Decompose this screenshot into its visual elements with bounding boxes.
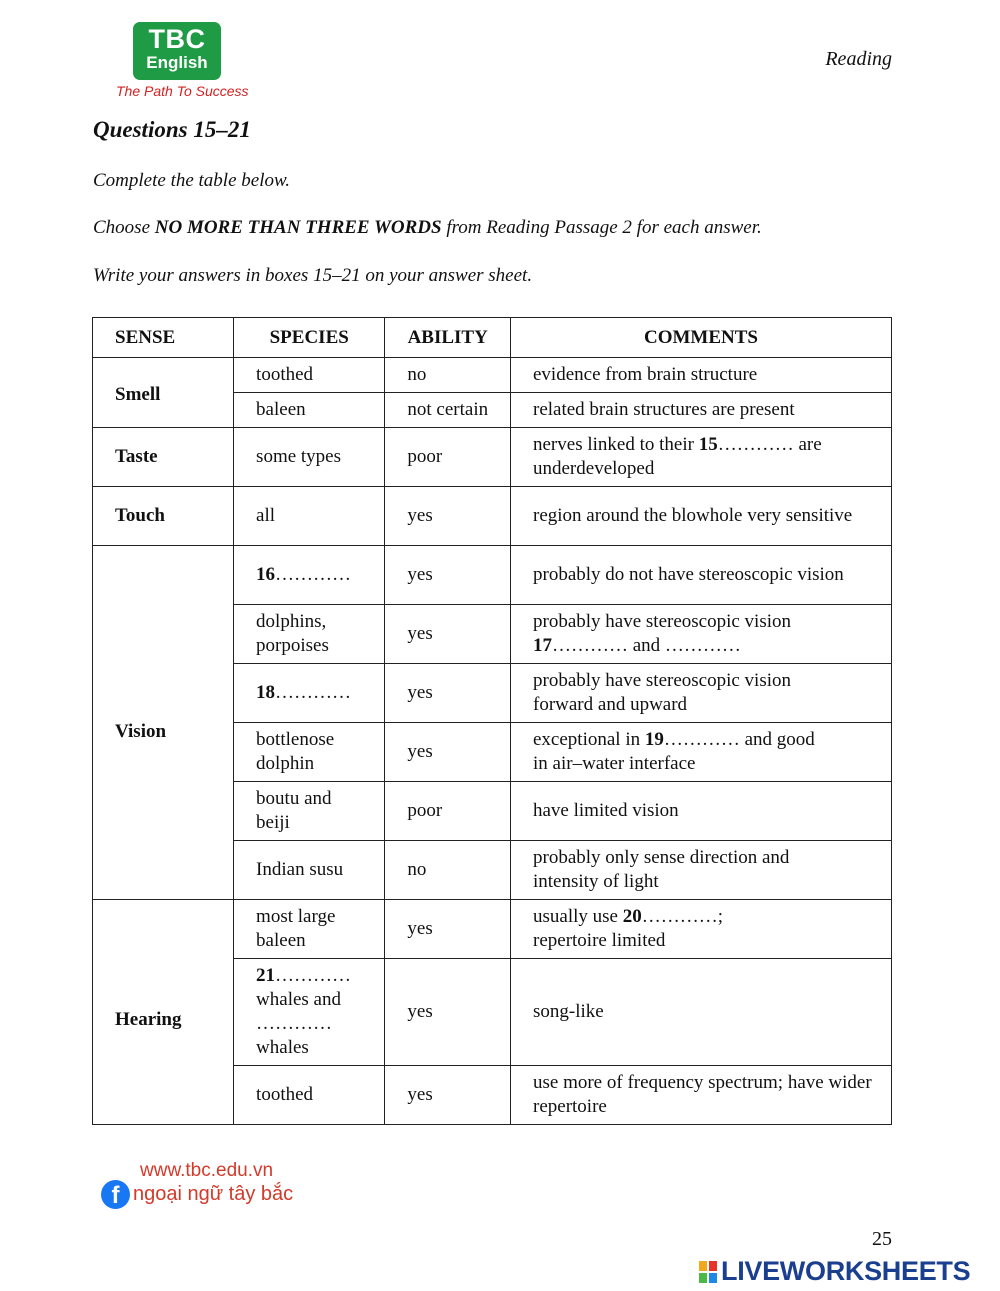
question-21-number: 21 bbox=[256, 965, 276, 986]
answer-blank: …………; bbox=[641, 906, 723, 927]
instruction-2-pre: Choose bbox=[93, 217, 155, 238]
ability-cell: not certain bbox=[385, 393, 511, 428]
instruction-2-bold: NO MORE THAN THREE WORDS bbox=[154, 217, 442, 238]
ability-cell: poor bbox=[385, 782, 511, 841]
instruction-2 bbox=[93, 217, 762, 239]
species-line: dolphin bbox=[256, 753, 315, 774]
liveworksheets-brand: LIVEWORKSHEETS bbox=[721, 1256, 971, 1286]
ability-cell: yes bbox=[385, 959, 511, 1066]
comment-line: intensity of light bbox=[533, 871, 659, 892]
table-header-row bbox=[93, 318, 892, 358]
comment-cell bbox=[511, 723, 892, 782]
tagline: The Path To Success bbox=[116, 83, 249, 99]
comment-line: probably only sense direction and bbox=[533, 847, 790, 868]
ability-cell: yes bbox=[385, 664, 511, 723]
logo-line2: English bbox=[146, 53, 208, 72]
comment-cell: use more of frequency spectrum; have wider repertoire bbox=[511, 1066, 892, 1125]
comment-line: probably have stereoscopic vision bbox=[533, 611, 792, 632]
table-row bbox=[93, 358, 892, 393]
answer-blank: ………… bbox=[275, 682, 352, 703]
species-cell: toothed bbox=[234, 358, 385, 393]
species-line: porpoises bbox=[256, 635, 329, 656]
sense-smell: Smell bbox=[93, 358, 234, 428]
comment-cell: related brain structures are present bbox=[511, 393, 892, 428]
answer-blank: ………… are underdeveloped bbox=[533, 434, 822, 479]
comment-line bbox=[533, 905, 881, 929]
species-cell bbox=[234, 959, 385, 1066]
species-line: most large bbox=[256, 906, 336, 927]
answer-blank: ………… and good bbox=[663, 729, 815, 750]
header-comments: COMMENTS bbox=[511, 318, 892, 358]
header-species: SPECIES bbox=[234, 318, 385, 358]
species-cell: all bbox=[234, 487, 385, 546]
comment-cell bbox=[511, 664, 892, 723]
ability-cell: yes bbox=[385, 546, 511, 605]
question-20-number: 20 bbox=[622, 906, 642, 927]
ability-cell: yes bbox=[385, 487, 511, 546]
species-line: baleen bbox=[256, 930, 306, 951]
facebook-page-name: ngoại ngữ tây bắc bbox=[133, 1183, 294, 1205]
sense-vision: Vision bbox=[93, 546, 234, 900]
liveworksheets-logo bbox=[699, 1256, 970, 1287]
logo-line1: TBC bbox=[148, 24, 206, 54]
answer-blank: ………… bbox=[275, 564, 352, 585]
comment-cell: region around the blowhole very sensitive bbox=[511, 487, 892, 546]
table-row bbox=[93, 487, 892, 546]
species-line: beiji bbox=[256, 812, 290, 833]
comment-text: exceptional in bbox=[533, 729, 645, 750]
comment-cell: probably do not have stereoscopic vision bbox=[511, 546, 892, 605]
comment-cell: song-like bbox=[511, 959, 892, 1066]
species-cell: toothed bbox=[234, 1066, 385, 1125]
species-line: whales and bbox=[256, 989, 341, 1010]
comment-line: forward and upward bbox=[533, 694, 688, 715]
section-label: Reading bbox=[825, 48, 892, 70]
species-cell: some types bbox=[234, 428, 385, 487]
comment-line: repertoire limited bbox=[533, 930, 666, 951]
ability-cell: no bbox=[385, 358, 511, 393]
comment-line: in air–water interface bbox=[533, 753, 696, 774]
senses-table bbox=[92, 317, 892, 1125]
comment-line bbox=[533, 728, 881, 752]
website-link[interactable]: www.tbc.edu.vn bbox=[140, 1160, 274, 1181]
sense-taste: Taste bbox=[93, 428, 234, 487]
facebook-link[interactable] bbox=[101, 1180, 293, 1209]
species-line bbox=[256, 964, 374, 988]
answer-blank: ………… bbox=[275, 965, 352, 986]
comment-cell bbox=[511, 605, 892, 664]
species-cell: Indian susu bbox=[234, 841, 385, 900]
header-ability: ABILITY bbox=[385, 318, 511, 358]
species-line: boutu and bbox=[256, 788, 332, 809]
comment-line: probably have stereoscopic vision bbox=[533, 670, 792, 691]
liveworksheets-blocks-icon bbox=[699, 1261, 717, 1283]
sense-touch: Touch bbox=[93, 487, 234, 546]
comment-cell bbox=[511, 900, 892, 959]
facebook-icon: f bbox=[101, 1180, 130, 1209]
page-number: 25 bbox=[872, 1228, 892, 1250]
ability-cell: yes bbox=[385, 723, 511, 782]
tbc-logo bbox=[133, 22, 221, 80]
comment-cell bbox=[511, 841, 892, 900]
ability-cell: yes bbox=[385, 605, 511, 664]
comment-cell: evidence from brain structure bbox=[511, 358, 892, 393]
instruction-3: Write your answers in boxes 15–21 on your answer sheet. bbox=[93, 265, 533, 286]
answer-blank: ………… bbox=[256, 1013, 333, 1034]
species-cell bbox=[234, 782, 385, 841]
comment-text: usually use bbox=[533, 906, 623, 927]
comment-text: nerves linked to their bbox=[533, 434, 699, 455]
ability-cell: no bbox=[385, 841, 511, 900]
instruction-2-post: from Reading Passage 2 for each answer. bbox=[441, 217, 762, 238]
answer-blank: ………… and ………… bbox=[552, 635, 741, 656]
species-line: dolphins, bbox=[256, 611, 327, 632]
instruction-1: Complete the table below. bbox=[93, 170, 290, 191]
comment-cell: have limited vision bbox=[511, 782, 892, 841]
table-row bbox=[93, 428, 892, 487]
question-18-number: 18 bbox=[256, 682, 276, 703]
question-16-number: 16 bbox=[256, 564, 276, 585]
species-line: bottlenose bbox=[256, 729, 335, 750]
species-cell bbox=[234, 546, 385, 605]
sense-hearing: Hearing bbox=[93, 900, 234, 1125]
species-line: whales bbox=[256, 1037, 309, 1058]
species-cell: baleen bbox=[234, 393, 385, 428]
table-row bbox=[93, 900, 892, 959]
species-cell bbox=[234, 723, 385, 782]
ability-cell: yes bbox=[385, 900, 511, 959]
ability-cell: poor bbox=[385, 428, 511, 487]
question-15-number: 15 bbox=[698, 434, 718, 455]
question-19-number: 19 bbox=[644, 729, 664, 750]
species-cell bbox=[234, 900, 385, 959]
table-row bbox=[93, 546, 892, 605]
question-17-number: 17 bbox=[533, 635, 552, 656]
questions-title: Questions 15–21 bbox=[93, 117, 251, 142]
ability-cell: yes bbox=[385, 1066, 511, 1125]
species-cell bbox=[234, 664, 385, 723]
comment-cell bbox=[511, 428, 892, 487]
species-cell bbox=[234, 605, 385, 664]
comment-line bbox=[533, 634, 881, 658]
header-sense: SENSE bbox=[93, 318, 234, 358]
